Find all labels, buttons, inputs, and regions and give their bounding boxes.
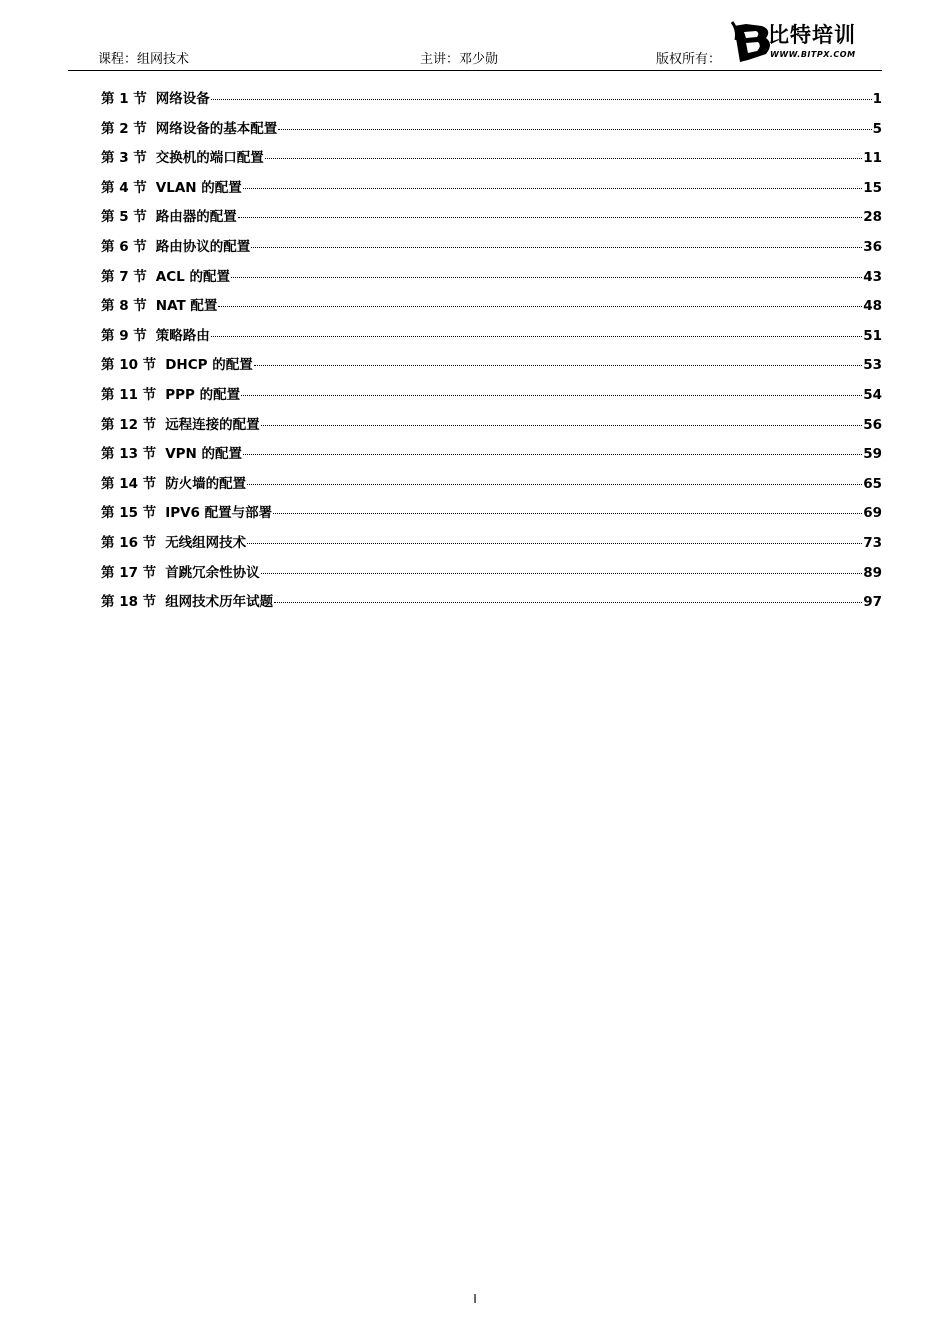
toc-section-title: VLAN 的配置 [155,179,242,196]
toc-dot-leader [251,247,862,248]
toc-section-number: 第 14 节 [101,475,157,492]
toc-section-title: 交换机的端口配置 [155,150,264,167]
toc-page-number: 54 [863,386,882,403]
toc-entry[interactable] [101,324,882,354]
toc-section-number: 第 11 节 [101,386,157,403]
toc-page-number: 51 [863,327,882,344]
toc-section-title: 无线组网技术 [165,534,247,551]
toc-page-number: 65 [863,475,882,492]
toc-dot-leader [278,129,871,130]
toc-entry[interactable] [101,294,882,324]
course-label: 课程：组网技术 [98,52,190,67]
toc-section-number: 第 5 节 [101,209,147,226]
toc-section-title: DHCP 的配置 [165,357,253,374]
toc-section-title: 首跳冗余性协议 [165,564,260,581]
toc-section-title: 网络设备的基本配置 [155,120,278,137]
toc-dot-leader [261,425,863,426]
toc-section-title: NAT 配置 [155,298,218,315]
toc-page-number: 59 [863,446,882,463]
table-of-contents [101,87,882,620]
toc-dot-leader [247,484,862,485]
toc-section-number: 第 18 节 [101,594,157,611]
toc-entry[interactable] [101,442,882,472]
toc-dot-leader [273,513,862,514]
toc-section-number: 第 15 节 [101,505,157,522]
page-header [68,14,882,71]
toc-section-number: 第 13 节 [101,446,157,463]
toc-section-title: ACL 的配置 [155,268,230,285]
toc-dot-leader [218,306,862,307]
toc-dot-leader [261,573,863,574]
toc-page-number: 73 [863,534,882,551]
toc-page-number: 15 [863,179,882,196]
lecturer-label: 主讲：邓少勋 [420,52,499,67]
toc-section-number: 第 7 节 [101,268,147,285]
toc-section-title: 远程连接的配置 [165,416,260,433]
toc-section-number: 第 12 节 [101,416,157,433]
toc-dot-leader [254,365,863,366]
toc-page-number: 11 [863,150,882,167]
toc-entry[interactable] [101,176,882,206]
toc-entry[interactable] [101,117,882,147]
toc-page-number: 56 [863,416,882,433]
toc-entry[interactable] [101,383,882,413]
toc-dot-leader [238,217,862,218]
toc-section-number: 第 9 节 [101,327,147,344]
toc-section-number: 第 6 节 [101,238,147,255]
copyright-label: 版权所有： [656,52,722,67]
toc-section-title: 组网技术历年试题 [165,594,274,611]
toc-entry[interactable] [101,531,882,561]
toc-entry[interactable] [101,146,882,176]
toc-entry[interactable] [101,590,882,620]
toc-section-number: 第 10 节 [101,357,157,374]
toc-page-number: 43 [863,268,882,285]
toc-entry[interactable] [101,353,882,383]
toc-entry[interactable] [101,235,882,265]
toc-section-title: 策略路由 [155,327,210,344]
toc-dot-leader [274,602,862,603]
toc-entry[interactable] [101,87,882,117]
logo-brand-name: 比特培训 [768,23,856,47]
toc-section-title: 网络设备 [155,91,210,107]
footer-page-number: I [473,1292,477,1306]
toc-entry[interactable] [101,205,882,235]
toc-section-number: 第 16 节 [101,534,157,551]
toc-dot-leader [243,188,862,189]
toc-dot-leader [243,454,862,455]
toc-section-title: IPV6 配置与部署 [165,505,273,522]
toc-page-number: 5 [872,120,882,137]
toc-section-number: 第 17 节 [101,564,157,581]
toc-section-number: 第 8 节 [101,298,147,315]
toc-page-number: 53 [863,357,882,374]
toc-section-number: 第 3 节 [101,150,147,167]
toc-entry[interactable] [101,501,882,531]
toc-page-number: 89 [863,564,882,581]
toc-page-number: 48 [863,298,882,315]
toc-section-title: PPP 的配置 [165,386,241,403]
toc-section-number: 第 1 节 [101,91,147,107]
toc-dot-leader [241,395,862,396]
toc-page-number: 28 [863,209,882,226]
toc-section-number: 第 2 节 [101,120,147,137]
toc-entry[interactable] [101,265,882,295]
toc-entry[interactable] [101,472,882,502]
toc-page-number: 1 [872,91,882,107]
toc-section-title: 路由协议的配置 [155,238,251,255]
toc-dot-leader [247,543,862,544]
toc-entry[interactable] [101,413,882,443]
toc-page-number: 97 [863,594,882,611]
bitpx-logo [728,18,868,68]
toc-section-number: 第 4 节 [101,179,147,196]
toc-page-number: 69 [863,505,882,522]
toc-page-number: 36 [863,238,882,255]
toc-dot-leader [231,277,862,278]
toc-section-title: 路由器的配置 [155,209,237,226]
toc-dot-leader [211,99,872,100]
toc-dot-leader [211,336,862,337]
toc-dot-leader [265,158,862,159]
logo-website: WWW.BITPX.COM [770,50,856,59]
toc-section-title: VPN 的配置 [165,446,243,463]
toc-section-title: 防火墙的配置 [165,475,247,492]
toc-entry[interactable] [101,561,882,591]
